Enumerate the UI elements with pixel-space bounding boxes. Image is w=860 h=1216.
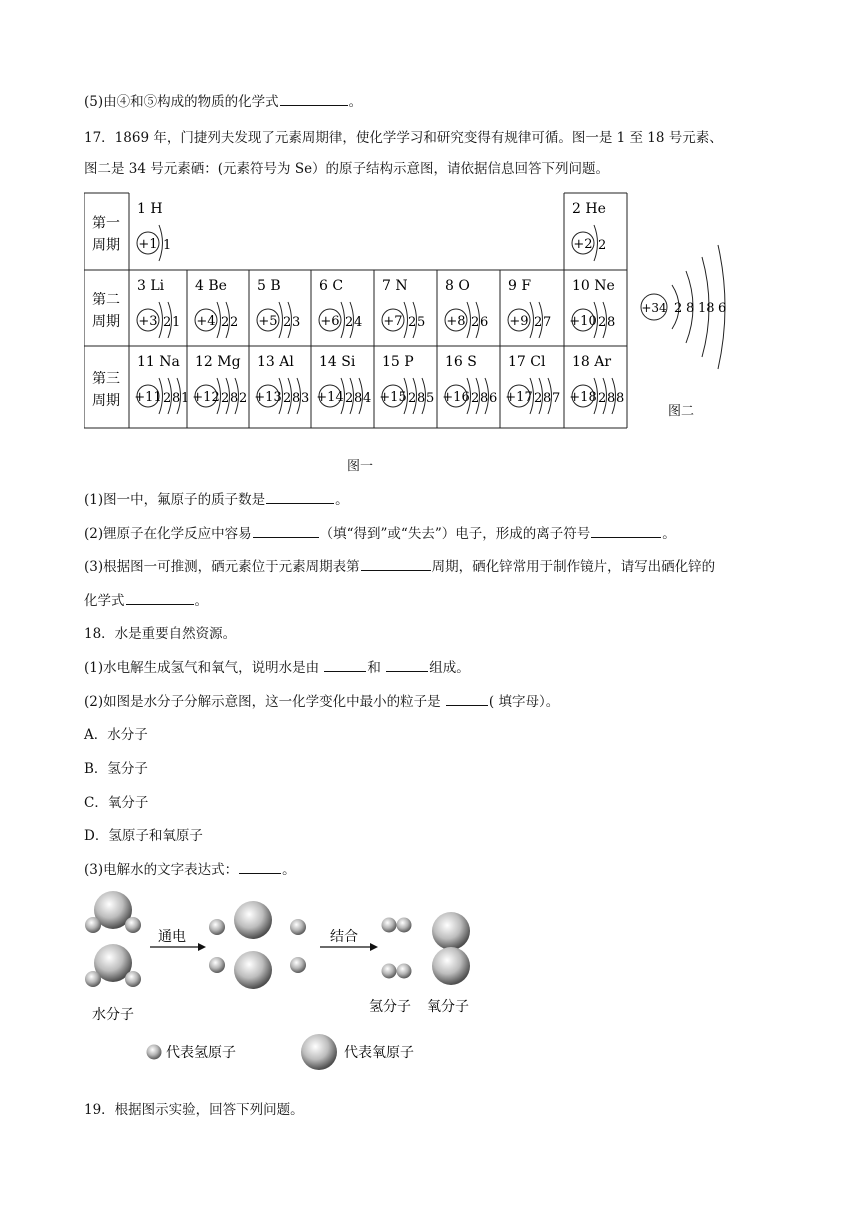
electron-count: 6 [718, 301, 727, 316]
nucleus-charge: +13 [254, 390, 282, 405]
electron-count: 2 [283, 315, 292, 330]
electron-count: 2 [230, 315, 239, 330]
electron-count: 2 [163, 315, 172, 330]
q18-option-c[interactable]: C．氧分子 [84, 795, 149, 811]
water-molecule-label: 水分子 [92, 1007, 134, 1023]
element-cell-li [137, 278, 180, 338]
electron-count: 2 [283, 391, 292, 406]
electron-count: 8 [292, 391, 301, 406]
electron-count: 6 [489, 391, 498, 406]
period-label: 第三 [92, 371, 120, 387]
element-label: 15 P [382, 354, 414, 370]
electron-count: 8 [616, 391, 625, 406]
electron-count: 2 [345, 315, 354, 330]
electron-count: 2 [534, 315, 543, 330]
element-label: 18 Ar [572, 354, 612, 370]
q16-item5: (5)由④和⑤构成的物质的化学式 。 [84, 94, 363, 110]
nucleus-charge: +7 [383, 314, 403, 329]
legend-oxygen-label: 代表氧原子 [344, 1045, 414, 1061]
selenium-atom-diagram [636, 240, 746, 380]
element-cell-ne [569, 278, 615, 338]
electron-count: 5 [426, 391, 435, 406]
figure1-caption: 图一 [347, 459, 374, 474]
nucleus-charge: +4 [196, 314, 216, 329]
element-label: 7 N [382, 278, 408, 294]
electron-count: 2 [408, 391, 417, 406]
electron-count: 7 [552, 391, 561, 406]
element-cell-mg [192, 354, 247, 414]
electron-count: 2 [598, 315, 607, 330]
electron-count: 2 [598, 238, 607, 253]
answer-blank[interactable] [361, 569, 431, 571]
answer-blank[interactable] [126, 603, 194, 605]
answer-blank[interactable] [324, 670, 366, 672]
nucleus-charge: +1 [138, 237, 158, 252]
electron-count: 2 [221, 315, 230, 330]
answer-blank[interactable] [280, 104, 348, 106]
element-cell-he [572, 201, 606, 261]
electron-count: 18 [698, 301, 715, 316]
q18-option-d[interactable]: D．氢原子和氧原子 [84, 828, 203, 844]
nucleus-charge: +2 [573, 237, 593, 252]
element-label: 5 B [257, 278, 281, 294]
electron-count: 2 [408, 315, 417, 330]
period-label: 周期 [92, 314, 120, 330]
answer-blank[interactable] [446, 704, 488, 706]
oxygen-atom-legend-icon [301, 1034, 337, 1070]
element-cell-o [445, 278, 488, 338]
electron-count: 7 [543, 315, 552, 330]
element-label: 12 Mg [195, 354, 241, 370]
element-label: 10 Ne [572, 278, 615, 294]
arrow1-label: 通电 [158, 929, 186, 945]
water-molecule [85, 891, 141, 933]
nucleus-charge: +18 [569, 390, 597, 405]
electron-count: 4 [363, 391, 372, 406]
separated-atoms [209, 901, 306, 989]
element-cell-h [137, 201, 171, 261]
nucleus-charge: +5 [258, 314, 278, 329]
hydrogen-molecule [382, 918, 412, 933]
electron-count: 8 [230, 391, 239, 406]
electron-count: 8 [543, 391, 552, 406]
q18-item2: (2)如图是水分子分解示意图，这一化学变化中最小的粒子是 ( 填字母）。 [84, 694, 560, 710]
element-cell-n [382, 278, 425, 338]
oxygen-molecule [432, 912, 470, 985]
q18-option-a[interactable]: A．水分子 [84, 727, 148, 743]
water-decomposition-diagram [80, 885, 500, 1075]
element-cell-be [195, 278, 238, 338]
period-label: 第二 [92, 292, 120, 308]
hydrogen-molecule-label: 氢分子 [369, 999, 411, 1015]
element-label: 2 He [572, 201, 606, 217]
q17-stem-line1: 17．1869 年，门捷列夫发现了元素周期律，使化学学习和研究变得有规律可循。图一是 1 至 18 号元素、 [84, 130, 723, 146]
arrow2-label: 结合 [330, 929, 358, 945]
electron-count: 2 [345, 391, 354, 406]
element-cell-cl [505, 354, 560, 414]
q17-item3: (3)根据图一可推测，硒元素位于元素周期表第 周期，硒化锌常用于制作镜片，请写出硒化锌的 [84, 559, 716, 575]
element-cell-c [319, 278, 362, 338]
q17-item2: (2)锂原子在化学反应中容易 （填“得到”或“失去”）电子，形成的离子符号 。 [84, 526, 676, 542]
nucleus-charge: +14 [316, 390, 344, 405]
q18-stem: 18．水是重要自然资源。 [84, 626, 237, 642]
electron-count: 5 [417, 315, 426, 330]
element-label: 6 C [319, 278, 344, 294]
nucleus-charge: +10 [569, 314, 597, 329]
figure2-caption: 图二 [668, 404, 695, 419]
electron-count: 2 [471, 391, 480, 406]
answer-blank[interactable] [266, 502, 334, 504]
element-cell-si [316, 354, 371, 414]
periodic-table-figure [84, 192, 644, 432]
element-label: 16 S [445, 354, 477, 370]
nucleus-charge: +16 [442, 390, 470, 405]
q18-item3: (3)电解水的文字表达式： 。 [84, 862, 296, 878]
element-label: 11 Na [137, 354, 180, 370]
electron-count: 8 [686, 301, 695, 316]
element-cell-b [257, 278, 300, 338]
answer-blank[interactable] [253, 536, 319, 538]
electron-count: 6 [480, 315, 489, 330]
element-label: 1 H [137, 201, 163, 217]
element-cell-f [508, 278, 551, 338]
electron-count: 1 [172, 315, 181, 330]
element-label: 4 Be [195, 278, 227, 294]
element-cell-p [379, 354, 434, 414]
q18-option-b[interactable]: B．氢分子 [84, 761, 148, 777]
hydrogen-atom-legend-icon [147, 1045, 162, 1060]
q18-item1: (1)水电解生成氢气和氧气，说明水是由 和 组成。 [84, 660, 470, 676]
q17-stem-line2: 图二是 34 号元素硒：(元素符号为 Se）的原子结构示意图，请依据信息回答下列问题。 [84, 161, 610, 177]
nucleus-charge: +11 [134, 390, 162, 405]
period-label: 第一 [92, 215, 120, 232]
electron-count: 2 [471, 315, 480, 330]
element-label: 17 Cl [508, 354, 546, 370]
element-label: 9 F [508, 278, 532, 294]
nucleus-charge: +15 [379, 390, 407, 405]
nucleus-charge: +17 [505, 390, 533, 405]
answer-blank[interactable] [386, 670, 428, 672]
electron-count: 8 [607, 391, 616, 406]
element-cell-na [134, 354, 189, 414]
q17-item3-line2: 化学式 。 [84, 593, 208, 609]
electron-count: 3 [301, 391, 310, 406]
electron-count: 2 [221, 391, 230, 406]
answer-blank[interactable] [591, 536, 661, 538]
nucleus-charge: +12 [192, 390, 220, 405]
q17-item1: (1)图一中，氟原子的质子数是 。 [84, 492, 349, 508]
electron-count: 3 [292, 315, 301, 330]
oxygen-molecule-label: 氧分子 [427, 999, 469, 1015]
element-cell-al [254, 354, 309, 414]
hydrogen-molecule [382, 964, 412, 979]
electron-count: 8 [480, 391, 489, 406]
water-molecule [85, 944, 141, 987]
element-cell-ar [569, 354, 624, 414]
period-label: 周期 [92, 237, 120, 254]
electron-count: 2 [534, 391, 543, 406]
nucleus-charge: +8 [446, 314, 466, 329]
nucleus-charge: +34 [641, 301, 667, 315]
electron-count: 2 [163, 391, 172, 406]
period-label: 周期 [92, 393, 120, 409]
element-label: 3 Li [137, 278, 165, 294]
electron-count: 2 [239, 391, 248, 406]
electron-count: 2 [598, 391, 607, 406]
element-label: 8 O [445, 278, 470, 294]
electron-count: 8 [354, 391, 363, 406]
electron-count: 8 [172, 391, 181, 406]
element-cell-s [442, 354, 497, 414]
answer-blank[interactable] [239, 872, 281, 874]
nucleus-charge: +6 [320, 314, 340, 329]
element-label: 14 Si [319, 354, 356, 370]
electron-count: 1 [163, 238, 172, 253]
electron-count: 2 [674, 301, 683, 316]
electron-count: 1 [181, 391, 190, 406]
nucleus-charge: +3 [138, 314, 158, 329]
element-label: 13 Al [257, 354, 294, 370]
q19-stem: 19．根据图示实验，回答下列问题。 [84, 1102, 304, 1118]
electron-count: 8 [607, 315, 616, 330]
electron-count: 8 [417, 391, 426, 406]
legend-hydrogen-label: 代表氢原子 [166, 1045, 236, 1061]
nucleus-charge: +9 [509, 314, 529, 329]
electron-count: 4 [354, 315, 363, 330]
